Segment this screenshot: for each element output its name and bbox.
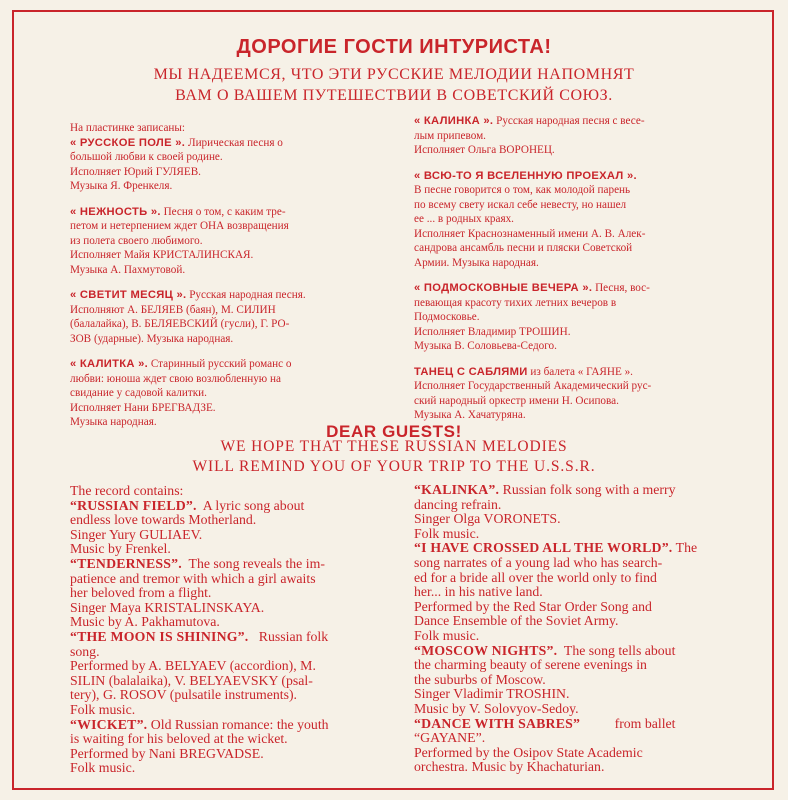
en-song-title: “DANCE WITH SABRES” [414,715,581,731]
ru-song-line: ЗОВ (ударные). Музыка народная. [70,332,234,345]
ru-song-3: « СВЕТИТ МЕСЯЦ ». Русская народная песня. [70,289,306,301]
ru-song-line: Музыка Я. Френкеля. [70,180,173,192]
en-song-line: song narrates of a young lad who has search- [414,554,663,570]
ru-song-line: Исполняет Краснознаменный имени А. В. Алек- [414,227,646,240]
en-subtitle-line-2: WILL REMIND YOU OF YOUR TRIP TO THE U.S.S.R. [192,458,596,475]
ru-title: ДОРОГИЕ ГОСТИ ИНТУРИСТА! [236,36,552,58]
ru-song-line: любви: юноша ждет свою возлюбленную на [70,372,281,385]
en-song-line: Music by V. Solovyov-Sedoy. [414,700,579,716]
ru-song-title: « ВСЮ-ТО Я ВСЕЛЕННУЮ ПРОЕХАЛ ». [414,169,637,182]
ru-song-line: Исполняет Майя КРИСТАЛИНСКАЯ. [70,249,254,261]
ru-song-line: Исполняют А. БЕЛЯЕВ (баян), М. СИЛИН [70,303,276,316]
ru-column-left [70,121,388,430]
ru-song-line: большой любви к своей родине. [70,151,223,163]
ru-song-line: Исполняет Владимир ТРОШИН. [414,325,571,338]
ru-subtitle [0,64,788,106]
ru-song-line: Музыка В. Соловьева-Седого. [414,340,557,352]
ru-song-8: ТАНЕЦ С САБЛЯМИ из балета « ГАЯНЕ ». [414,365,633,378]
en-title: DEAR GUESTS! [326,422,462,441]
en-song-4: “WICKET”. Old Russian romance: the youth [70,716,329,732]
en-song-line: orchestra. Music by Khachaturian. [414,759,605,775]
en-song-line: the charming beauty of serene evenings in [414,657,647,673]
ru-song-line: Исполняет Государственный Академический рус- [414,380,652,392]
ru-song-2: « НЕЖНОСТЬ ». Песня о том, с каким тре- [70,205,286,218]
ru-song-line: Исполняет Ольга ВОРОНЕЦ. [414,144,555,156]
en-song-2: “TENDERNESS”. The song reveals the im- [70,555,325,571]
en-song-line: Performed by the Osipov State Academic [414,744,643,760]
en-song-title: “WICKET”. [70,716,148,732]
en-song-line: Folk music. [70,701,136,717]
ru-subtitle-line-1: МЫ НАДЕЕМСЯ, ЧТО ЭТИ РУССКИЕ МЕЛОДИИ НАПОМНЯТ [153,66,635,83]
ru-song-1: « РУССКОЕ ПОЛЕ ». Лирическая песня о [70,136,283,149]
ru-subtitle-line-2: ВАМ О ВАШЕМ ПУТЕШЕСТВИИ В СОВЕТСКИЙ СОЮЗ. [175,87,613,104]
ru-song-5: « КАЛИНКА ». Русская народная песня с весе- [414,115,645,127]
en-song-line: her... in his native land. [414,584,543,600]
en-song-5: “KALINKA”. Russian folk song with a merry [414,482,676,497]
en-song-line: her beloved from a flight. [70,585,212,601]
en-song-title: “I HAVE CROSSED ALL THE WORLD”. [414,540,673,556]
ru-song-line: ее ... в родных краях. [414,213,514,225]
en-song-line: Music by A. Pakhamutova. [70,614,220,630]
en-song-title: “RUSSIAN FIELD”. [70,497,197,513]
en-song-line: Performed by Nani BREGVADSE. [70,745,264,761]
en-song-line: Singer Vladimir TROSHIN. [414,686,570,702]
en-intro: The record contains: [70,483,184,498]
ru-song-4: « КАЛИТКА ». Старинный русский романс о [70,358,292,370]
en-song-line: endless love towards Motherland. [70,512,257,528]
ru-song-line: (балалайка), В. БЕЛЯЕВСКИЙ (гусли), Г. РО- [70,318,290,330]
en-song-title: “MOSCOW NIGHTS”. [414,642,558,658]
en-song-line: dancing refrain. [414,496,502,512]
en-song-line: Singer Yury GULIAEV. [70,526,203,542]
en-song-6: “I HAVE CROSSED ALL THE WORLD”. The [414,540,698,556]
en-song-line: Folk music. [414,525,480,541]
en-song-title: “KALINKA”. [414,482,500,497]
en-subtitle [0,437,788,477]
en-song-line: Performed by the Red Star Order Song and [414,598,652,614]
en-column-left [70,484,400,776]
ru-song-line: сандрова ансамбль песни и пляски Советской [414,242,633,254]
ru-song-line: Музыка А. Пахмутовой. [70,263,186,276]
ru-song-title: ТАНЕЦ С САБЛЯМИ [414,365,528,378]
ru-song-line: Музыка А. Хачатуряна. [414,409,526,421]
ru-song-title: « РУССКОЕ ПОЛЕ ». [70,136,186,149]
ru-song-title: « СВЕТИТ МЕСЯЦ ». [70,289,187,301]
en-song-line: Dance Ensemble of the Soviet Army. [414,613,619,629]
en-song-line: Folk music. [70,760,136,776]
ru-song-line: Исполняет Нани БРЕГВАДЗЕ. [70,401,216,414]
ru-song-line: из полета своего любимого. [70,234,203,247]
ru-song-7: « ПОДМОСКОВНЫЕ ВЕЧЕРА ». Песня, вос- [414,282,650,294]
ru-song-line: Армии. Музыка народная. [414,256,539,269]
en-song-line: is waiting for his beloved at the wicket. [70,731,288,747]
en-song-line: “GAYANE”. [414,730,486,746]
ru-song-6 [414,169,724,184]
en-song-line: the suburbs of Moscow. [414,671,546,687]
ru-song-line: Подмосковье. [414,311,480,323]
en-song-line: Singer Maya KRISTALINSKAYA. [70,599,265,615]
en-song-line: tery), G. ROSOV (pulsatile instruments). [70,687,297,703]
ru-song-title: « КАЛИНКА ». [414,115,494,127]
ru-song-line: ский народный оркестр имени Н. Осипова. [414,394,619,407]
en-song-line: ed for a bride all over the world only to find [414,569,657,585]
en-subtitle-line-1: WE HOPE THAT THESE RUSSIAN MELODIES [220,438,568,455]
en-song-line: Performed by A. BELYAEV (accordion), M. [70,658,316,674]
en-song-title: “THE MOON IS SHINING”. [70,628,249,644]
ru-song-line: певающая красоту тихих летних вечеров в [414,296,617,309]
en-song-line: SILIN (balalaika), V. BELYAEVSKY (psal- [70,672,313,688]
en-column-right [414,483,726,775]
ru-song-title: « НЕЖНОСТЬ ». [70,205,161,218]
ru-song-line: Исполняет Юрий ГУЛЯЕВ. [70,165,201,178]
en-song-line: Folk music. [414,627,480,643]
ru-song-title: « ПОДМОСКОВНЫЕ ВЕЧЕРА ». [414,282,593,294]
en-song-title: “TENDERNESS”. [70,555,182,571]
ru-song-line: В песне говорится о том, как молодой парень [414,184,631,196]
en-song-7: “MOSCOW NIGHTS”. The song tells about [414,642,676,658]
en-song-line: Singer Olga VORONETS. [414,511,561,527]
ru-intro: На пластинке записаны: [70,122,186,134]
ru-song-title: « КАЛИТКА ». [70,358,149,370]
en-song-1: “RUSSIAN FIELD”. A lyric song about [70,497,305,513]
ru-song-line: Музыка народная. [70,416,157,428]
en-song-line: song. [70,643,100,659]
ru-song-line: петом и нетерпением ждет ОНА возвращения [70,220,289,232]
en-song-8: “DANCE WITH SABRES” from ballet [414,715,676,731]
en-song-line: patience and tremor with which a girl awaits [70,570,316,586]
en-song-line: Music by Frenkel. [70,541,171,557]
ru-song-line: по всему свету искал себе невесту, но нашел [414,198,627,211]
en-song-3: “THE MOON IS SHINING”. Russian folk [70,628,329,644]
ru-song-line: лым припевом. [414,129,486,142]
ru-song-line: свидание у садовой калитки. [70,387,207,399]
ru-column-right [414,114,724,423]
